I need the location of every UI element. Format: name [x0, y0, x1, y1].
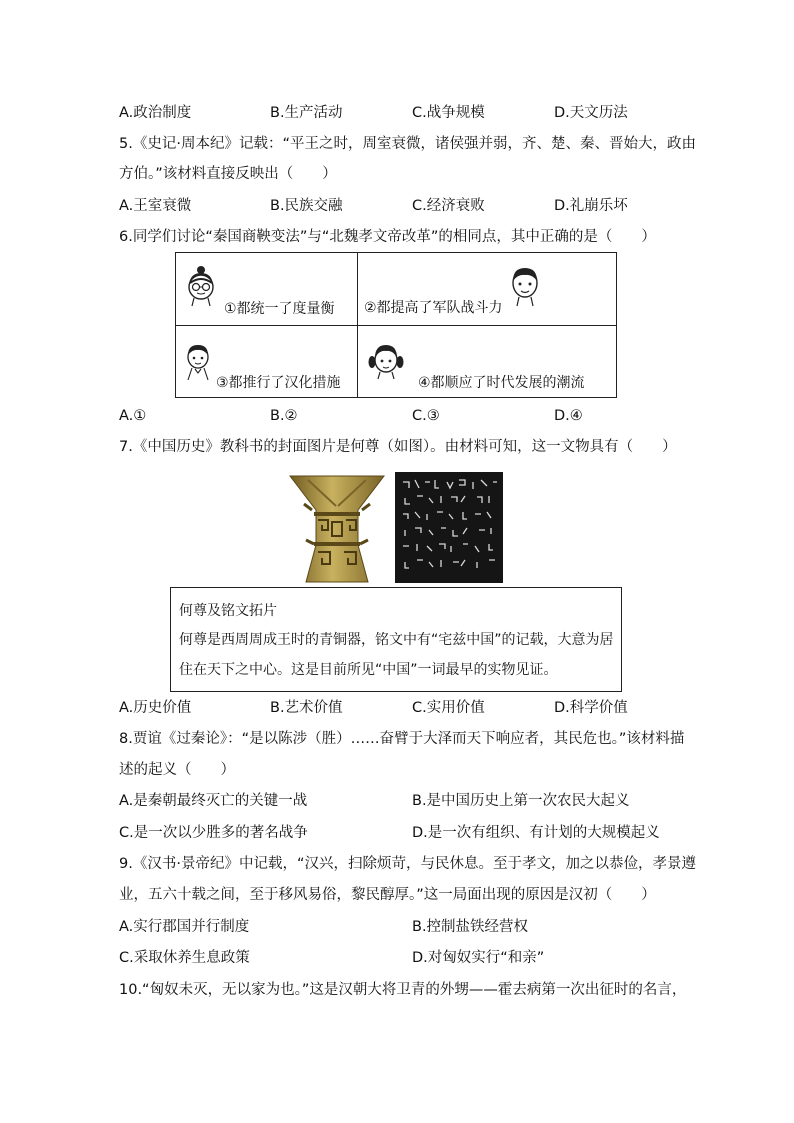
statement-cell-3 — [176, 326, 357, 398]
q9-stem-line2: 业，五六十载之间，至于移风易俗，黎民醇厚。”这一局面出现的原因是汉初（ ） — [119, 887, 656, 903]
material-line1: 何尊是西周周成王时的青铜器，铭文中有“宅兹中国”的记载，大意为居 — [179, 632, 614, 648]
q4-option-c: C.战争规模 — [412, 105, 485, 121]
q5-option-c: C.经济衰败 — [412, 198, 485, 214]
q7-option-d: D.科学价值 — [554, 700, 628, 716]
student-boy-icon — [508, 263, 542, 307]
student-girl-glasses-icon — [184, 265, 218, 307]
q8-stem-line1: 8.贾谊《过秦论》：“是以陈涉（胜）……奋臂于大泽而天下响应者，其民危也。”该材料描 — [119, 731, 685, 747]
q4-option-d: D.天文历法 — [554, 105, 628, 121]
q8-stem-line2: 述的起义（ ） — [119, 762, 235, 778]
q4-option-a: A.政治制度 — [119, 105, 192, 121]
q7-stem: 7.《中国历史》教科书的封面图片是何尊（如图）。由材料可知，这一文物具有（ ） — [119, 439, 677, 455]
q8-option-a: A.是秦朝最终灭亡的关键一战 — [119, 793, 308, 809]
q9-option-c: C.采取休养生息政策 — [119, 950, 250, 966]
material-title: 何尊及铭文拓片 — [179, 603, 277, 619]
q8-option-d: D.是一次有组织、有计划的大规模起义 — [412, 825, 660, 841]
q9-option-a: A.实行郡国并行制度 — [119, 919, 250, 935]
q5-option-a: A.王室衰微 — [119, 198, 192, 214]
q4-option-b: B.生产活动 — [270, 105, 343, 121]
q7-material-box — [170, 587, 622, 692]
q5-stem-line2: 方伯。”该材料直接反映出（ ） — [119, 166, 337, 182]
q7-option-a: A.历史价值 — [119, 700, 192, 716]
q6-option-a: A.① — [119, 408, 147, 424]
statement-3: ③都推行了汉化措施 — [216, 375, 341, 391]
statement-4: ④都顺应了时代发展的潮流 — [418, 375, 585, 391]
q5-option-b: B.民族交融 — [270, 198, 343, 214]
q6-option-b: B.② — [270, 408, 298, 424]
q5-option-d: D.礼崩乐坏 — [554, 198, 628, 214]
q9-option-d: D.对匈奴实行“和亲” — [412, 950, 545, 966]
statement-cell-2 — [358, 253, 618, 325]
q7-option-b: B.艺术价值 — [270, 700, 343, 716]
q5-stem-line1: 5.《史记·周本纪》记载：“平王之时，周室衰微，诸侯强并弱，齐、楚、秦、晋始大，政由 — [119, 136, 696, 152]
q6-option-c: C.③ — [412, 408, 440, 424]
q8-option-b: B.是中国历史上第一次农民大起义 — [412, 793, 630, 809]
student-girl-pigtails-icon — [368, 340, 404, 380]
q6-stem: 6.同学们讨论“秦国商鞅变法”与“北魏孝文帝改革”的相同点，其中正确的是（ ） — [119, 229, 656, 245]
statement-cell-4 — [358, 326, 618, 398]
statement-2: ②都提高了军队战斗力 — [364, 300, 503, 316]
q9-option-b: B.控制盐铁经营权 — [412, 919, 529, 935]
he-zun-bronze-vessel-image — [288, 470, 386, 585]
q8-option-c: C.是一次以少胜多的著名战争 — [119, 825, 308, 841]
statement-1: ①都统一了度量衡 — [224, 301, 335, 317]
inscription-rubbing-image — [393, 470, 505, 585]
q7-option-c: C.实用价值 — [412, 700, 485, 716]
q6-statement-table — [175, 252, 617, 398]
material-line2: 住在天下之中心。这是目前所见“中国”一词最早的实物见证。 — [179, 662, 558, 678]
q10-stem-line1: 10.“匈奴未灭，无以家为也。”这是汉朝大将卫青的外甥——霍去病第一次出征时的名言， — [119, 982, 687, 998]
q6-option-d: D.④ — [554, 408, 583, 424]
statement-cell-1 — [176, 253, 357, 325]
q9-stem-line1: 9.《汉书·景帝纪》中记载，“汉兴，扫除烦苛，与民休息。至于孝文，加之以恭俭，孝景遵 — [119, 856, 696, 872]
student-boy-icon-2 — [184, 342, 212, 382]
